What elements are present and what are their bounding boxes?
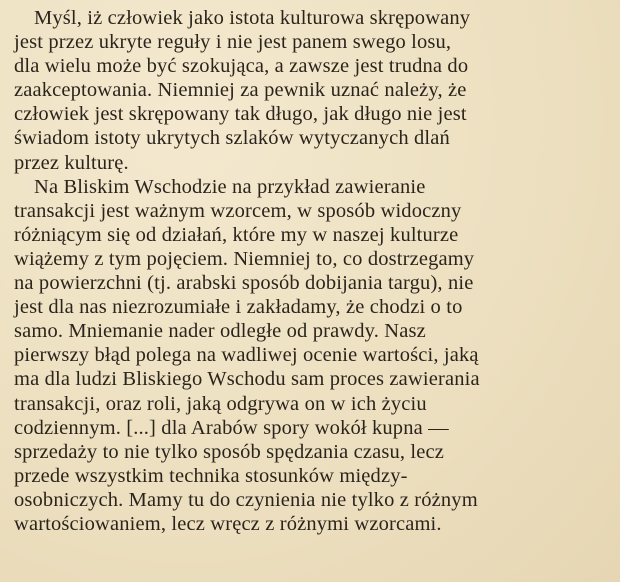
- text-line: dla wielu może być szokująca, a zawsze jest trudna do: [14, 55, 469, 78]
- text-line: przez kulturę.: [14, 151, 129, 174]
- text-line: wartościowaniem, lecz wręcz z różnymi wzorcami.: [14, 512, 442, 535]
- text-line: transakcji, oraz roli, jaką odgrywa on w ich życiu: [14, 392, 427, 415]
- text-line: wiążemy z tym pojęciem. Niemniej to, co dostrzegamy: [14, 247, 475, 270]
- text-line: jest dla nas niezrozumiałe i zakładamy, że chodzi o to: [14, 296, 463, 319]
- text-line: samo. Mniemanie nader odległe od prawdy. Nasz: [14, 320, 426, 343]
- text-line: przede wszystkim technika stosunków między-: [14, 464, 408, 487]
- text-line: świadom istoty ukrytych szlaków wytyczanych dlań: [14, 127, 450, 150]
- text-line: sprzedaży to nie tylko sposób spędzania czasu, lecz: [14, 440, 445, 463]
- text-line: osobniczych. Mamy tu do czynienia nie tylko z różnym: [14, 488, 478, 511]
- text-line: na powierzchni (tj. arabski sposób dobijania targu), nie: [14, 272, 474, 295]
- paragraph-2: [14, 175, 604, 536]
- text-line: transakcji jest ważnym wzorcem, w sposób widoczny: [14, 199, 462, 222]
- text-line: codziennym. [...] dla Arabów spory wokół kupna —: [14, 416, 449, 439]
- paragraph-1: [14, 6, 604, 175]
- text-line: Myśl, iż człowiek jako istota kulturowa skrępowany: [34, 7, 471, 29]
- text-line: pierwszy błąd polega na wadliwej ocenie wartości, jaką: [14, 344, 479, 367]
- text-line: różniącym się od działań, które my w naszej kulturze: [14, 223, 459, 246]
- text-line: zaakceptowania. Niemniej za pewnik uznać należy, że: [14, 79, 467, 102]
- text-line: jest przez ukryte reguły i nie jest panem swego losu,: [14, 31, 452, 54]
- text-line: człowiek jest skrępowany tak długo, jak długo nie jest: [14, 103, 467, 126]
- text-line: Na Bliskim Wschodzie na przykład zawieranie: [34, 175, 426, 198]
- text-line: ma dla ludzi Bliskiego Wschodu sam proces zawierania: [14, 368, 480, 391]
